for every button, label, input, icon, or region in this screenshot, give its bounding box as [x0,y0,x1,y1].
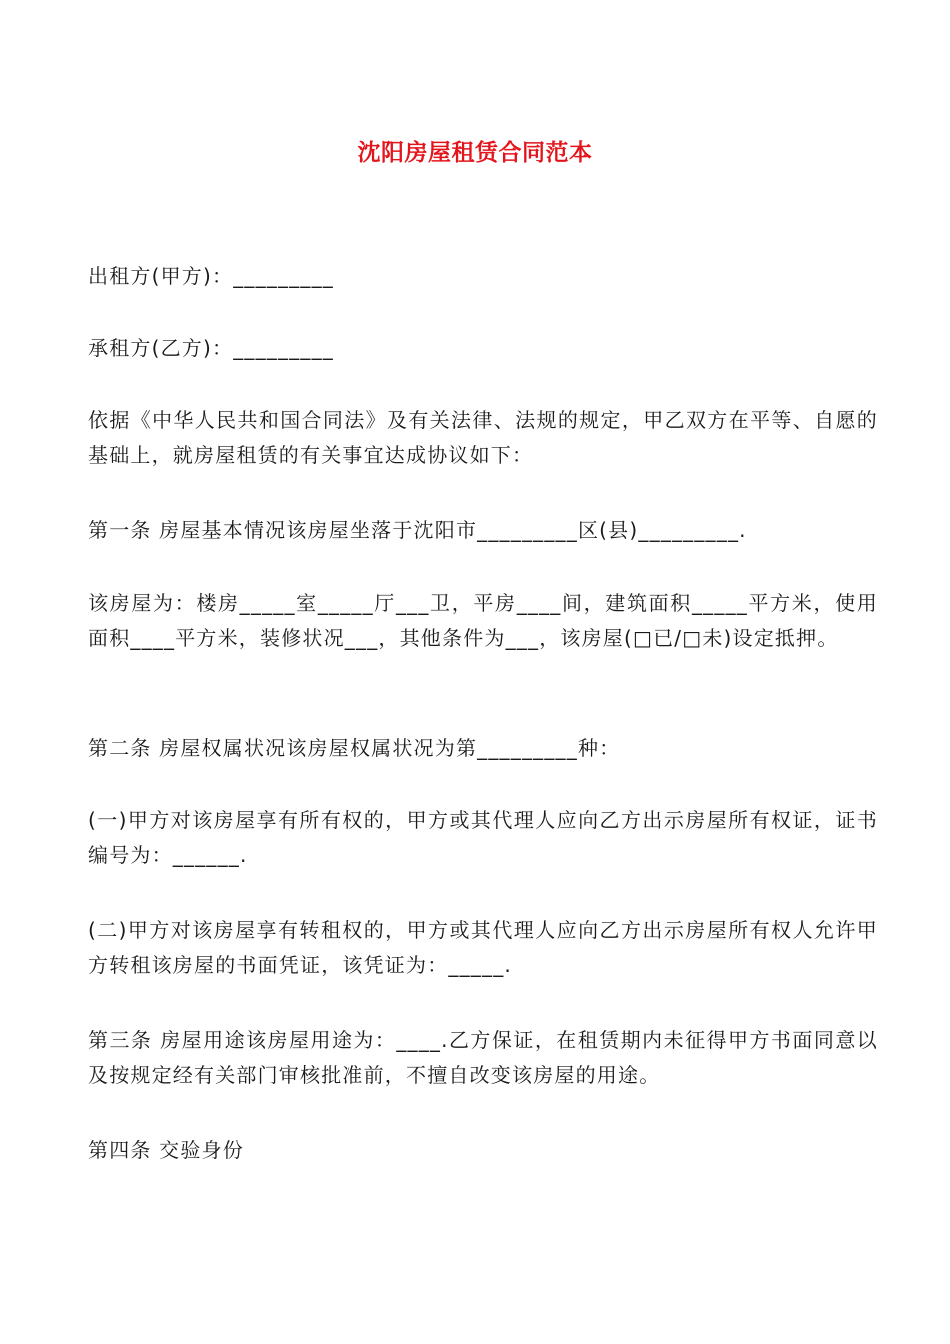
article-2-item-1: (一)甲方对该房屋享有所有权的，甲方或其代理人应向乙方出示房屋所有权证，证书编号为：______. [88,808,878,867]
lessee-line: 承租方(乙方)：_________ [88,336,335,360]
article-2-heading: 第二条 房屋权属状况该房屋权属状况为第_________种： [88,736,621,760]
lessor-line: 出租方(甲方)：_________ [88,264,335,288]
article-2-item-2: (二)甲方对该房屋享有转租权的，甲方或其代理人应向乙方出示房屋所有权人允许甲方转租该房屋的书面凭证，该凭证为：_____. [88,918,878,977]
article-1-details: 该房屋为：楼房_____室_____厅___卫，平房____间，建筑面积_____平方米，使用面积____平方米，装修状况___，其他条件为___，该房屋(□已/□未)设定抵押。 [88,591,878,650]
article-3-paragraph: 第三条 房屋用途该房屋用途为：____.乙方保证，在租赁期内未征得甲方书面同意以及按规定经有关部门审核批准前，不擅自改变该房屋的用途。 [88,1028,878,1087]
preamble-paragraph: 依据《中华人民共和国合同法》及有关法律、法规的规定，甲乙双方在平等、自愿的基础上，就房屋租赁的有关事宜达成协议如下： [88,408,878,467]
article-4-heading: 第四条 交验身份 [88,1138,244,1162]
document-title: 沈阳房屋租赁合同范本 [357,140,593,166]
article-1-heading: 第一条 房屋基本情况该房屋坐落于沈阳市_________区(县)_________. [88,518,747,542]
